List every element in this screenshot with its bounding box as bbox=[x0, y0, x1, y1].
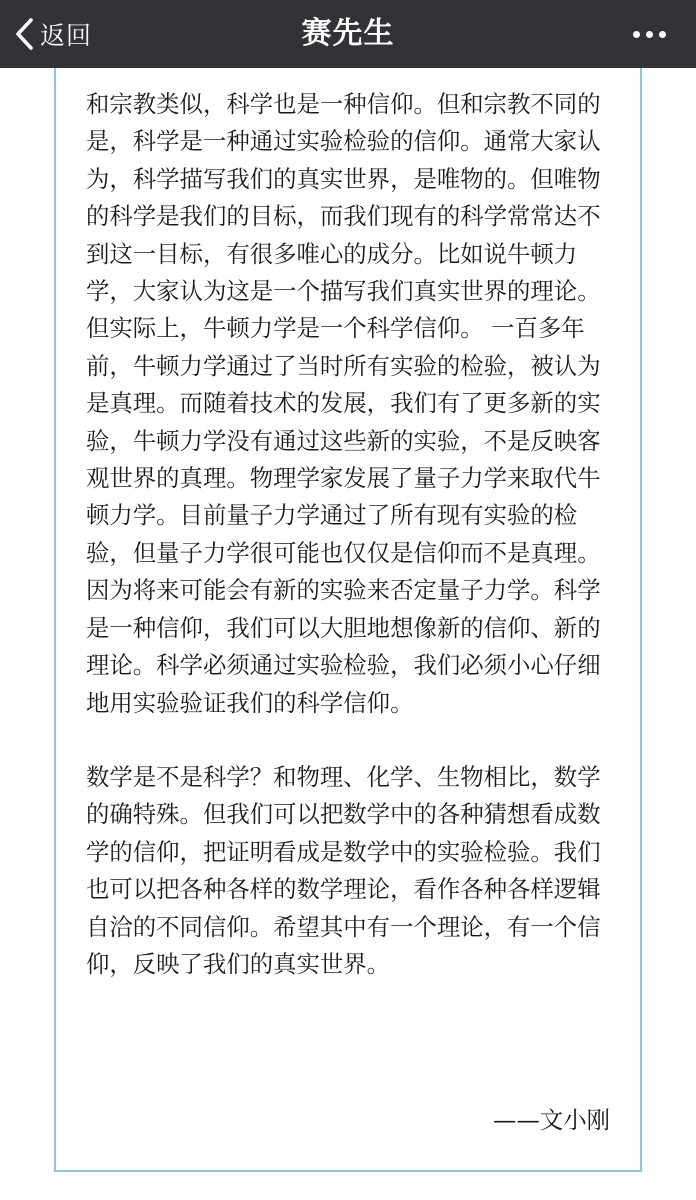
text-line: 因为将来可能会有新的实验来否定量子力学。科学 bbox=[86, 576, 601, 605]
page-title: 赛先生 bbox=[301, 16, 395, 51]
text-line: 的确特殊。但我们可以把数学中的各种猜想看成数 bbox=[86, 800, 601, 829]
text-line: 为，科学描写我们的真实世界，是唯物的。但唯物 bbox=[86, 164, 601, 193]
author-signature: ——文小刚 bbox=[493, 1106, 610, 1134]
text-line: 的科学是我们的目标，而我们现有的科学常常达不 bbox=[86, 202, 601, 231]
paragraph-1 bbox=[86, 86, 614, 722]
navigation-bar bbox=[0, 0, 696, 68]
more-options-button[interactable] bbox=[624, 0, 674, 68]
article-body bbox=[86, 86, 614, 983]
text-line: 也可以把各种各样的数学理论，看作各种各样逻辑 bbox=[86, 875, 601, 904]
text-line: 但实际上，牛顿力学是一个科学信仰。 一百多年 bbox=[86, 314, 585, 343]
back-button[interactable] bbox=[14, 0, 92, 68]
text-line: 自洽的不同信仰。希望其中有一个理论，有一个信 bbox=[86, 912, 601, 941]
text-line: 是，科学是一种通过实验检验的信仰。通常大家认 bbox=[86, 127, 601, 156]
text-line: 到这一目标，有很多唯心的成分。比如说牛顿力 bbox=[86, 239, 578, 268]
text-line: 学，大家认为这是一个描写我们真实世界的理论。 bbox=[86, 277, 601, 306]
article-frame bbox=[54, 68, 642, 1172]
text-line: 前，牛顿力学通过了当时所有实验的检验，被认为 bbox=[86, 351, 601, 380]
text-line: 是一种信仰，我们可以大胆地想像新的信仰、新的 bbox=[86, 613, 601, 642]
chevron-left-icon bbox=[14, 17, 34, 51]
text-line: 验，牛顿力学没有通过这些新的实验，不是反映客 bbox=[86, 426, 601, 455]
text-line: 数学是不是科学？和物理、化学、生物相比，数学 bbox=[86, 762, 601, 791]
text-line: 验，但量子力学很可能也仅仅是信仰而不是真理。 bbox=[86, 538, 601, 567]
text-line: 学的信仰，把证明看成是数学中的实验检验。我们 bbox=[86, 837, 601, 866]
more-horizontal-icon bbox=[630, 31, 669, 38]
text-line: 和宗教类似，科学也是一种信仰。但和宗教不同的 bbox=[86, 90, 601, 118]
text-line: 观世界的真理。物理学家发展了量子力学来取代牛 bbox=[86, 464, 601, 493]
text-line: 地用实验验证我们的科学信仰。 bbox=[86, 688, 414, 717]
text-line: 仰，反映了我们的真实世界。 bbox=[86, 949, 391, 978]
text-line: 理论。科学必须通过实验检验，我们必须小心仔细 bbox=[86, 651, 601, 680]
text-line: 是真理。而随着技术的发展，我们有了更多新的实 bbox=[86, 389, 601, 418]
paragraph-2 bbox=[86, 759, 614, 983]
text-line: 顿力学。目前量子力学通过了所有现有实验的检 bbox=[86, 501, 578, 530]
back-label: 返回 bbox=[40, 21, 93, 50]
